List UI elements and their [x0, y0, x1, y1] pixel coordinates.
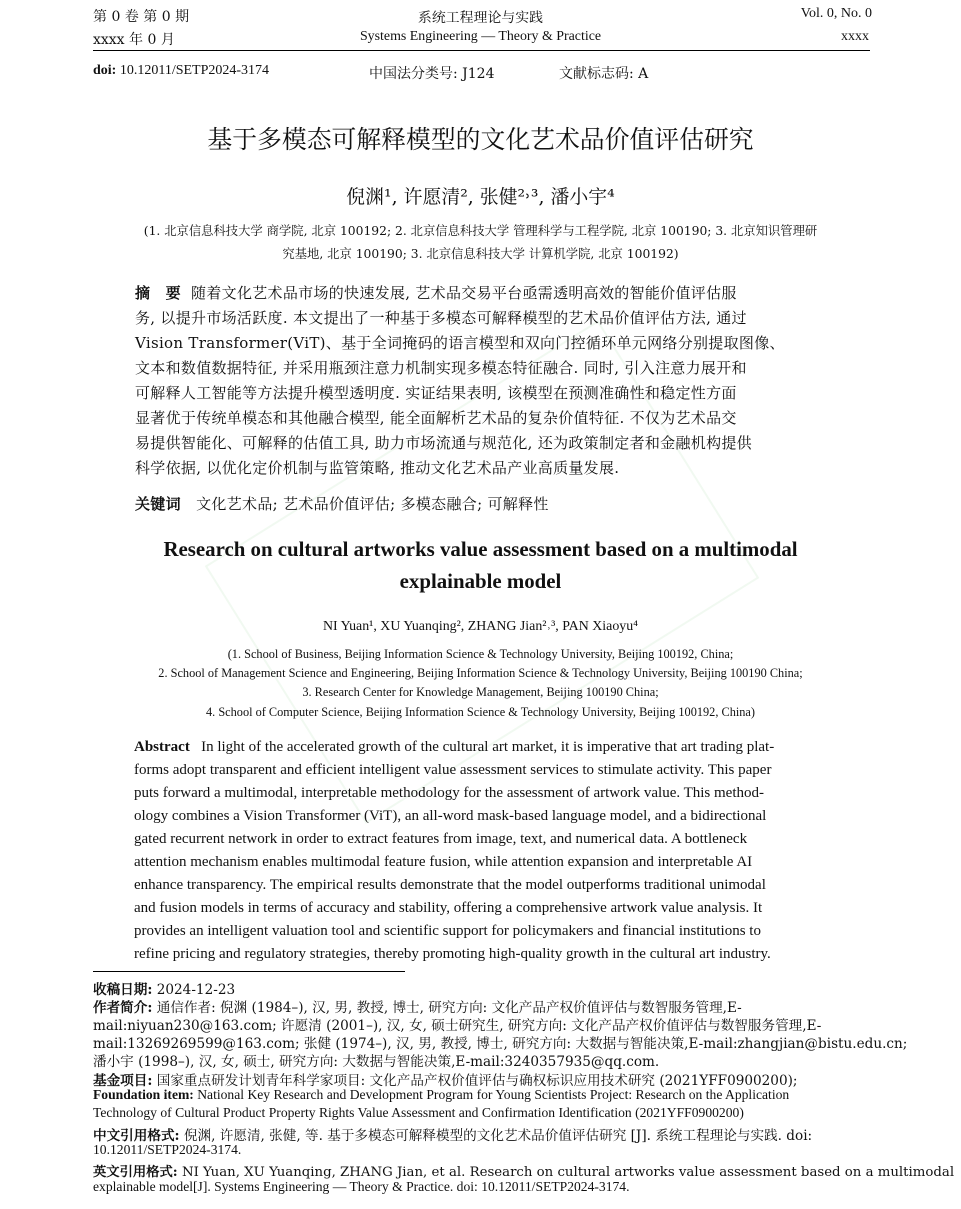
abstract-en-line: provides an intelligent valuation tool and scientific support for policymakers and financial institutions to	[134, 923, 761, 939]
abstract-en-line: Abstract In light of the accelerated growth of the cultural art market, it is imperative that art trading plat-	[134, 739, 775, 755]
journal-name-en: Systems Engineering — Theory & Practice	[359, 29, 602, 44]
footnote-rule	[93, 971, 405, 972]
citation-en-label: 英文引用格式:	[93, 1165, 178, 1180]
citation-zh-line: 10.12011/SETP2024-3174.	[93, 1142, 242, 1157]
document-code: 文献标志码: A	[559, 66, 649, 82]
title-en-line: Research on cultural artworks value assessment based on a multimodal	[163, 537, 798, 561]
affiliation-en-line: 2. School of Management Science and Engineering, Beijing Information Science & Technology University, Beijing 100190 China;	[158, 666, 803, 680]
abstract-zh-line: 可解释人工智能等方法提升模型透明度. 实证结果表明, 该模型在预测准确性和稳定性方面	[135, 384, 737, 402]
author-bio-line: 潘小宇 (1998–), 汉, 女, 硕士, 研究方向: 大数据与智能决策,E-mail:3240357935@qq.com.	[93, 1054, 660, 1070]
abstract-en-label: Abstract	[134, 739, 190, 755]
header-rule	[93, 50, 870, 51]
keywords-zh	[135, 493, 835, 514]
authors-en: NI Yuan¹, XU Yuanqing², ZHANG Jian²˒³, PAN Xiaoyu⁴	[322, 619, 639, 634]
abstract-zh-line: 务, 以提升市场活跃度. 本文提出了一种基于多模态可解释模型的艺术品价值评估方法, 通过	[135, 309, 747, 327]
citation-zh-line: 中文引用格式: 倪渊, 许愿清, 张健, 等. 基于多模态可解释模型的文化艺术品价值评估研究 [J]. 系统工程理论与实践. doi:	[93, 1128, 813, 1144]
author-bio-line: mail:niyuan230@163.com; 许愿清 (2001–), 汉, 女, 硕士研究生, 研究方向: 文化产品产权价值评估与数智服务管理,E-	[93, 1018, 822, 1034]
abstract-en-line: puts forward a multimodal, interpretable methodology for the assessment of artwork value. This method-	[134, 785, 764, 801]
affiliation-zh-line: 究基地, 北京 100190; 3. 北京信息科技大学 计算机学院, 北京 100192)	[282, 247, 679, 261]
title-en-line: explainable model	[399, 569, 562, 593]
keywords-zh-label: 关键词	[135, 495, 181, 513]
affiliation-zh-line: (1. 北京信息科技大学 商学院, 北京 100192; 2. 北京信息科技大学 管理科学与工程学院, 北京 100190; 3. 北京知识管理研	[143, 224, 818, 238]
author-bio-line: 作者简介: 通信作者: 倪渊 (1984–), 汉, 男, 教授, 博士, 研究方向: 文化产品产权价值评估与数智服务管理,E-	[93, 1000, 742, 1016]
abstract-en-line: and fusion models in terms of accuracy and stability, offering a comprehensive artwork value analysis. It	[134, 900, 763, 916]
affiliation-en-line: 4. School of Computer Science, Beijing Information Science & Technology University, Beijing 100192, China)	[206, 705, 755, 719]
date-zh: xxxx 年 0 月	[93, 32, 175, 48]
abstract-zh-line: 科学依据, 以优化定价机制与监管策略, 推动文化艺术品产业高质量发展.	[135, 459, 620, 477]
received-label: 收稿日期:	[93, 982, 153, 998]
abstract-en-line: forms adopt transparent and efficient intelligent value assessment services to stimulate activity. This paper	[134, 762, 772, 778]
clc-number: 中国法分类号: J124	[369, 66, 495, 82]
abstract-en-line: gated recurrent network in order to extract features from image, text, and numerical data. A bottleneck	[134, 831, 748, 847]
author-bio-label: 作者简介:	[93, 1000, 153, 1016]
doi-label: doi:	[93, 63, 117, 78]
citation-en-line: explainable model[J]. Systems Engineering — Theory & Practice. doi: 10.12011/SETP2024-3174.	[93, 1179, 630, 1194]
abstract-zh-line: 摘 要 随着文化艺术品市场的快速发展, 艺术品交易平台亟需透明高效的智能价值评估服	[135, 284, 737, 302]
citation-en-line: 英文引用格式: NI Yuan, XU Yuanqing, ZHANG Jian, et al. Research on cultural artworks value assessment based on a multimodal	[93, 1165, 955, 1180]
received-date: 收稿日期: 2024-12-23	[93, 982, 236, 998]
affiliation-en-line: 3. Research Center for Knowledge Management, Beijing 100190 China;	[302, 685, 659, 699]
fund-line: 基金项目: 国家重点研发计划青年科学家项目: 文化产品产权价值评估与确权标识应用技术研究 (2021YFF0900200);	[93, 1073, 798, 1089]
title-zh: 基于多模态可解释模型的文化艺术品价值评估研究	[207, 125, 754, 154]
fund-label: 基金项目:	[93, 1073, 153, 1089]
journal-name-zh: 系统工程理论与实践	[417, 10, 544, 26]
author-bio-line: mail:13269269599@163.com; 张健 (1974–), 汉, 男, 教授, 博士, 研究方向: 大数据与智能决策,E-mail:zhangjian@bistu.edu.cn;	[93, 1036, 908, 1052]
foundation-label: Foundation item:	[93, 1087, 194, 1102]
abstract-en-line: refine pricing and regulatory strategies, thereby promoting high-quality growth in the cultural art industry.	[134, 946, 771, 962]
foundation-line: Foundation item: National Key Research and Development Program for Young Scientists Project: Research on the Application	[93, 1087, 790, 1102]
foundation-line: Technology of Cultural Product Property Rights Value Assessment and Confirmation Identification (2021YFF0900200)	[93, 1105, 744, 1120]
doi-line	[93, 63, 269, 79]
affiliation-en-line: (1. School of Business, Beijing Information Science & Technology University, Beijing 100192, China;	[227, 647, 734, 661]
abstract-zh-line: 文本和数值数据特征, 并采用瓶颈注意力机制实现多模态特征融合. 同时, 引入注意力展开和	[135, 359, 747, 377]
authors-zh: 倪渊¹, 许愿清², 张健²˒³, 潘小宇⁴	[346, 186, 615, 208]
abstract-en-line: attention mechanism enables multimodal feature fusion, while attention expansion and interpretable AI	[134, 854, 753, 870]
keywords-zh-text: 文化艺术品; 艺术品价值评估; 多模态融合; 可解释性	[196, 495, 549, 513]
abstract-zh-line: Vision Transformer(ViT)、基于全词掩码的语言模型和双向门控循环单元网络分别提取图像、	[135, 334, 785, 352]
abstract-en-line: enhance transparency. The empirical results demonstrate that the model outperforms traditional unimodal	[134, 877, 766, 893]
abstract-en-line: ology combines a Vision Transformer (ViT), an all-word mask-based language model, and a bidirectional	[134, 808, 767, 824]
volume-issue-zh: 第 0 卷 第 0 期	[93, 9, 190, 25]
abstract-zh-line: 显著优于传统单模态和其他融合模型, 能全面解析艺术品的复杂价值特征. 不仅为艺术品交	[135, 409, 737, 427]
year-en: xxxx	[841, 29, 869, 44]
doi-value: 10.12011/SETP2024-3174	[119, 63, 270, 78]
citation-zh-label: 中文引用格式:	[93, 1128, 180, 1144]
abstract-zh-line: 易提供智能化、可解释的估值工具, 助力市场流通与规范化, 还为政策制定者和金融机构提供	[135, 434, 752, 452]
volume-issue-en: Vol. 0, No. 0	[800, 6, 872, 21]
abstract-zh-label: 摘 要	[135, 284, 181, 302]
